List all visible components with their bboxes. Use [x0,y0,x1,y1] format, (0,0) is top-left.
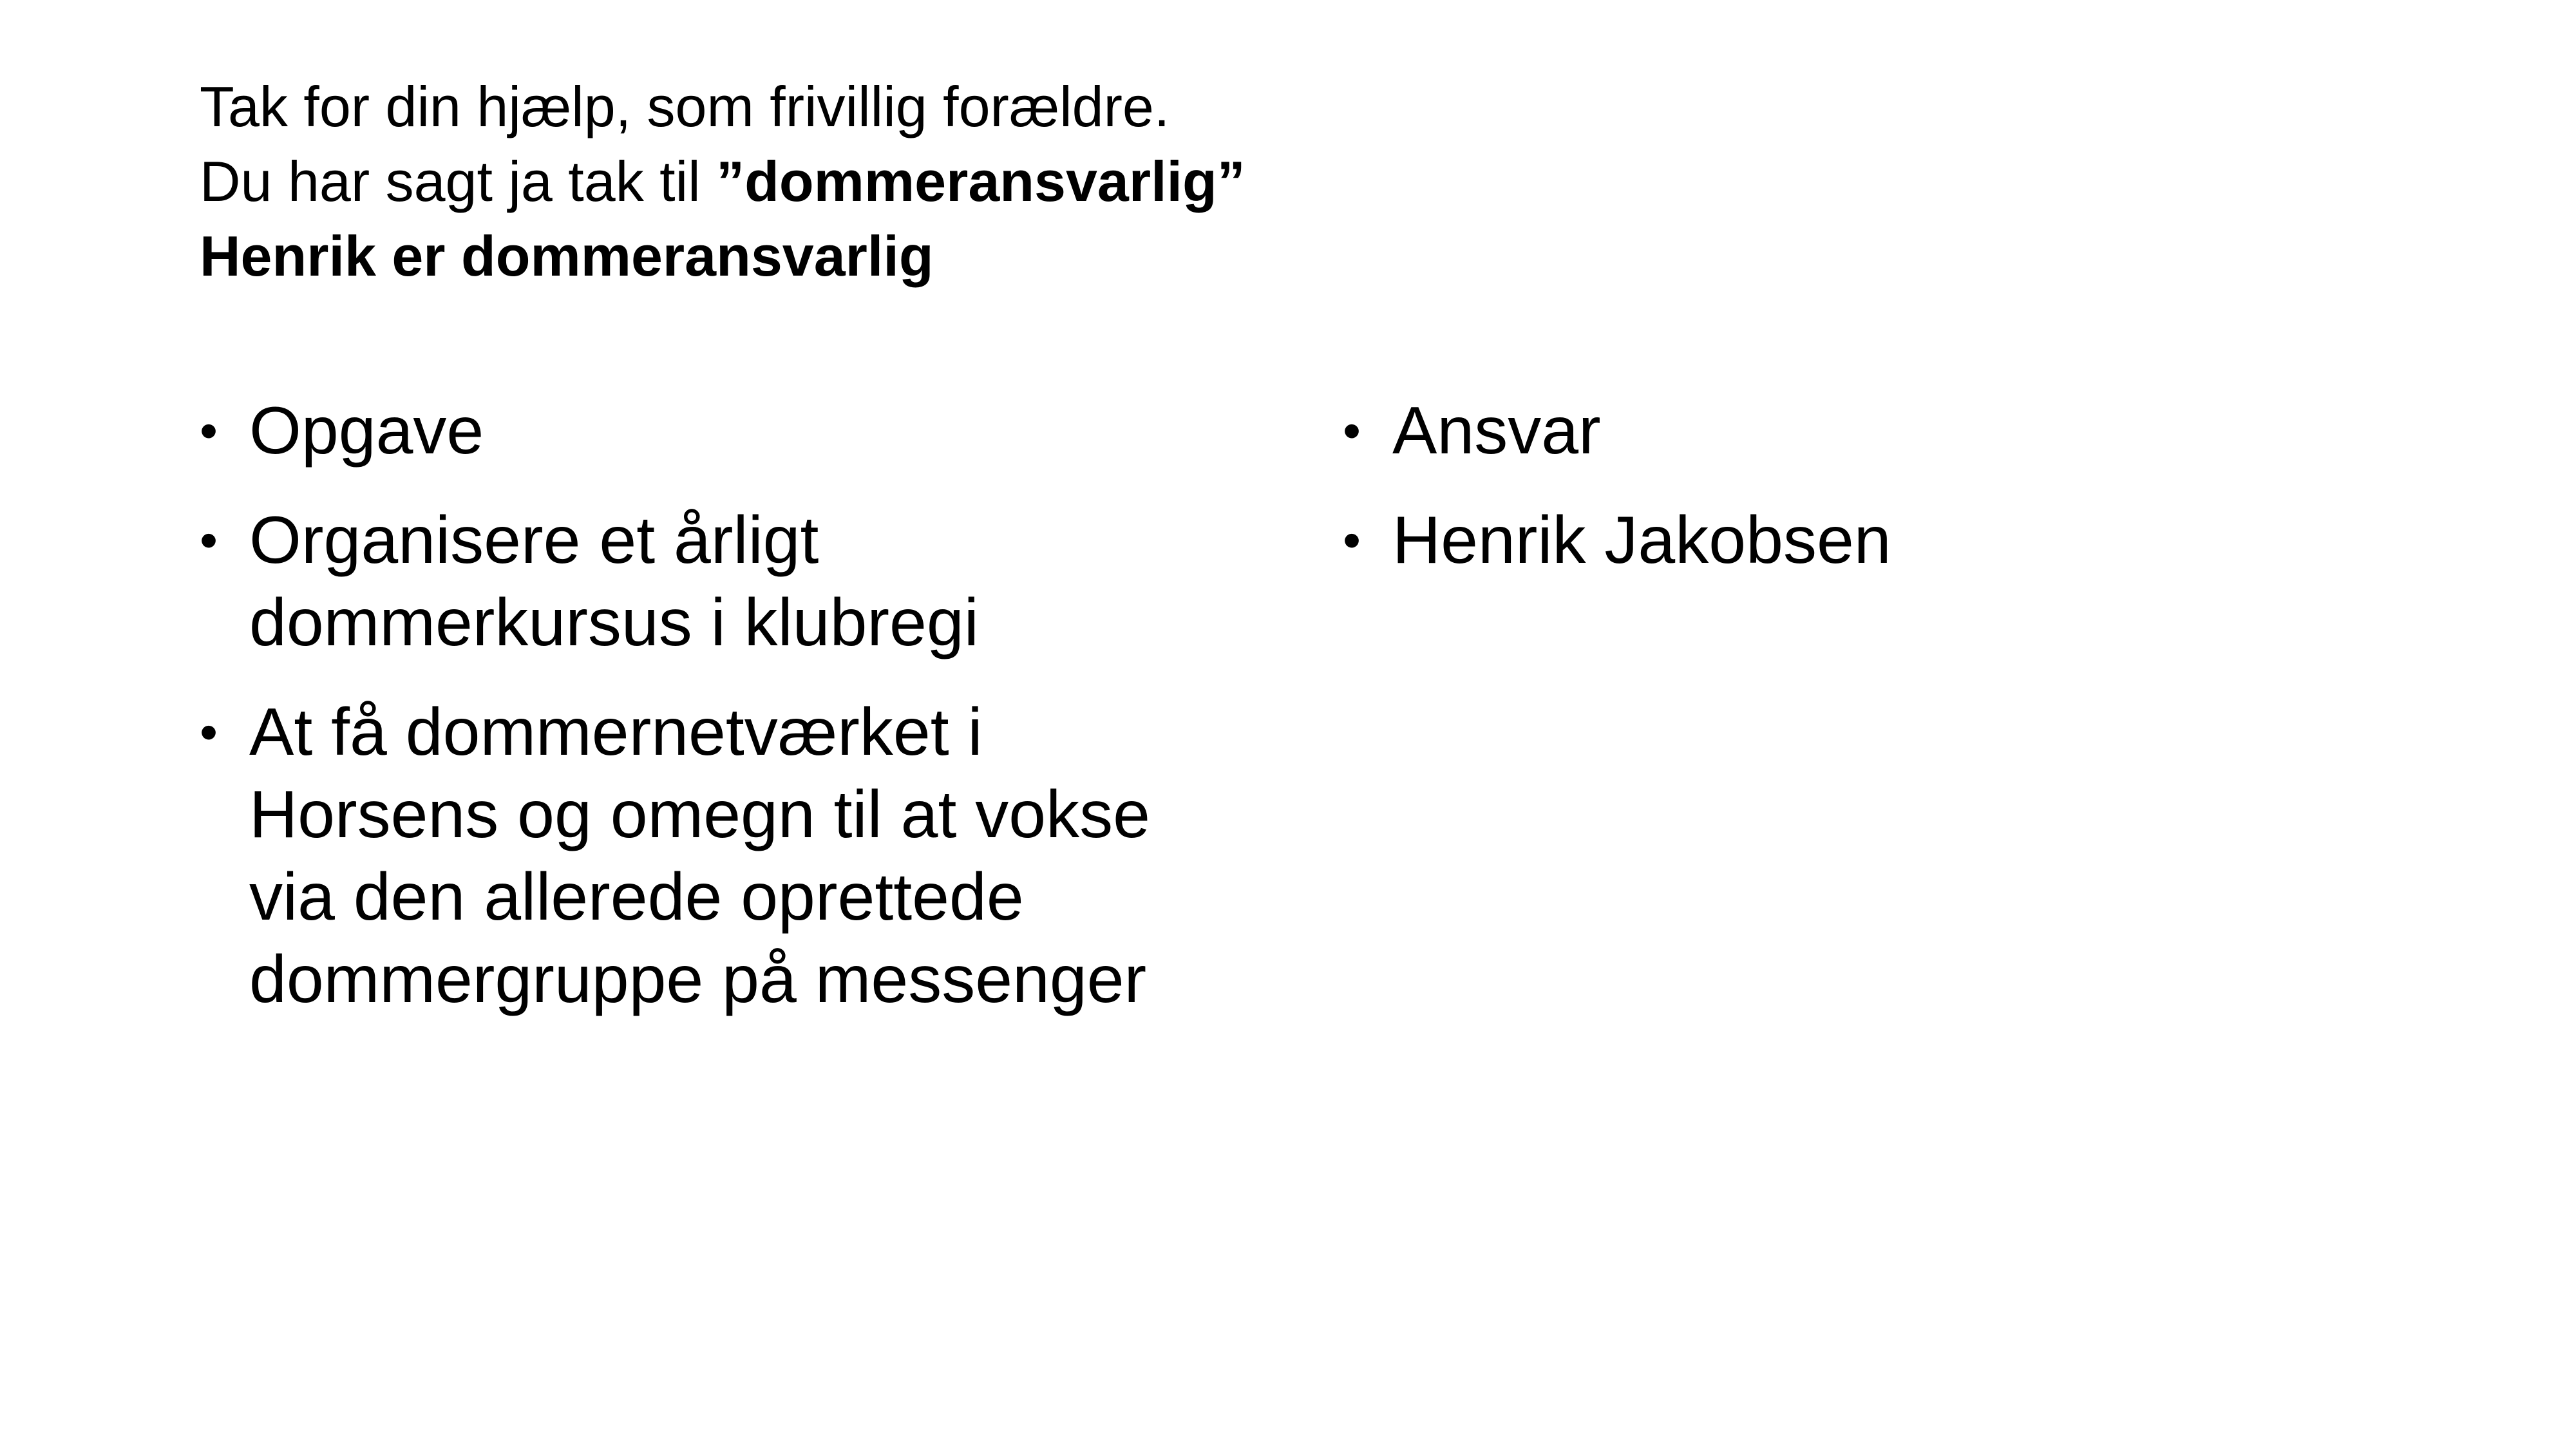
list-item-text: Organisere et årligt [249,503,819,578]
list-item-ansvar [1343,390,2405,472]
list-item-text: Horsens og omegn til at vokse [249,777,1150,852]
right-content-column [1343,390,2405,609]
bullet-icon: • [1343,511,1361,569]
left-bullet-list [200,390,1262,1021]
title-line-accepted [200,144,1745,219]
list-item-opgave [200,390,1262,472]
bullet-icon: • [1343,402,1361,459]
title-line-thanks: Tak for din hjælp, som frivillig forældre. [200,75,1170,138]
right-bullet-list [1343,390,2405,582]
list-item-text: Henrik Jakobsen [1392,503,1891,578]
bullet-icon: • [200,511,218,569]
list-item-dommernetvaerk [200,691,1262,1021]
title-line-accepted-prefix: Du har sagt ja tak til [200,149,717,213]
title-line-responsible: Henrik er dommeransvarlig [200,224,934,288]
list-item-text: At få dommernetværket i [249,695,983,770]
title-role-name: ”dommeransvarlig” [716,149,1245,213]
list-item-text: Ansvar [1392,393,1601,468]
list-item-henrik-jakobsen [1343,499,2405,582]
list-item-text: dommerkursus i klubregi [249,585,979,660]
bullet-icon: • [200,402,218,459]
bullet-icon: • [200,703,218,761]
slide-title [200,70,1745,294]
list-item-organisere [200,499,1262,664]
list-item-text: via den allerede oprettede [249,860,1024,934]
list-item-text: dommergruppe på messenger [249,942,1147,1017]
left-content-column [200,390,1262,1048]
list-item-text: Opgave [249,393,484,468]
